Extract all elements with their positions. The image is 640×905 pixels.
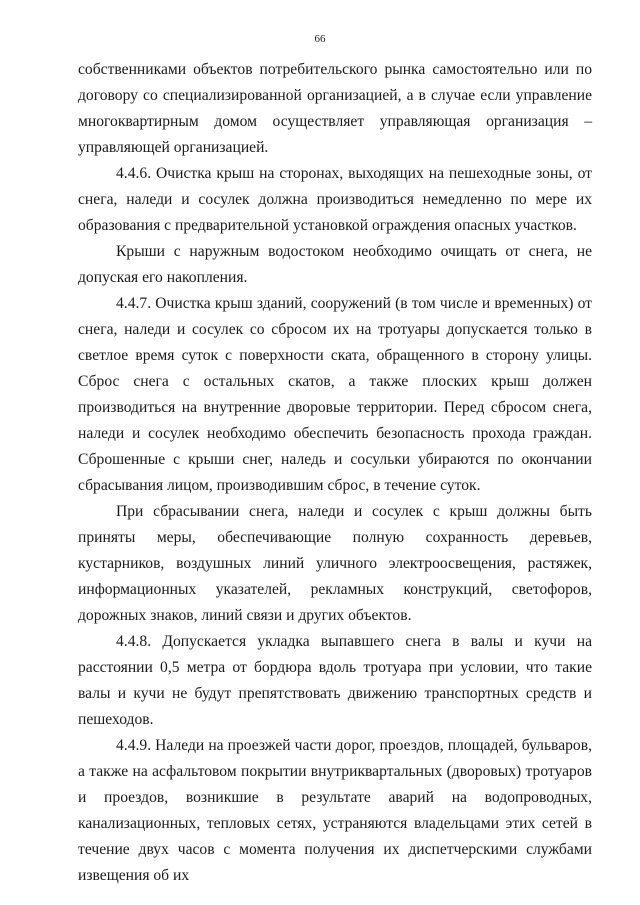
paragraph-4-4-6: 4.4.6. Очистка крыш на сторонах, выходящих на пешеходные зоны, от снега, наледи и сосулек должна производиться немедленно по мере их образования с предварительной установкой ограждения опасных участков. — [78, 165, 592, 234]
document-body — [78, 57, 592, 889]
page-number: 66 — [314, 33, 326, 45]
paragraph-4-4-7: 4.4.7. Очистка крыш зданий, сооружений (в том числе и временных) от снега, наледи и сосулек со сбросом их на тротуары допускается только в светлое время суток с поверхности ската, обращенного в сторону улицы. Сброс снега с остальных скатов, а также плоских крыш должен производиться на внутренние дворовые территории. Перед сбросом снега, наледи и сосулек необходимо обеспечить безопасность прохода граждан. Сброшенные с крыши снег, наледь и сосульки убираются по окончании сбрасывания лицом, производившим сброс, в течение суток. — [78, 295, 592, 494]
paragraph-roof-drainage: Крыши с наружным водостоком необходимо очищать от снега, не допуская его накопления. — [78, 243, 592, 286]
paragraph-snow-dumping-measures: При сбрасывании снега, наледи и сосулек с крыш должны быть приняты меры, обеспечивающие полную сохранность деревьев, кустарников, воздушных линий уличного электроосвещения, растяжек, информационных указателей, рекламных конструкций, светофоров, дорожных знаков, линий связи и других объектов. — [78, 503, 592, 624]
paragraph-continuation: собственниками объектов потребительского рынка самостоятельно или по договору со специализированной организацией, а в случае если управление многоквартирным домом осуществляет управляющая организация – управляющей организацией. — [78, 61, 592, 156]
paragraph-4-4-9: 4.4.9. Наледи на проезжей части дорог, проездов, площадей, бульваров, а также на асфальтовом покрытии внутриквартальных (дворовых) тротуаров и проездов, возникшие в результате аварий на водопроводных, канализационных, тепловых сетях, устраняются владельцами этих сетей в течение двух часов с момента получения их диспетчерскими службами извещения об их — [78, 737, 592, 884]
paragraph-4-4-8: 4.4.8. Допускается укладка выпавшего снега в валы и кучи на расстоянии 0,5 метра от бордюра вдоль тротуара при условии, что такие валы и кучи не будут препятствовать движению транспортных средств и пешеходов. — [78, 633, 592, 728]
